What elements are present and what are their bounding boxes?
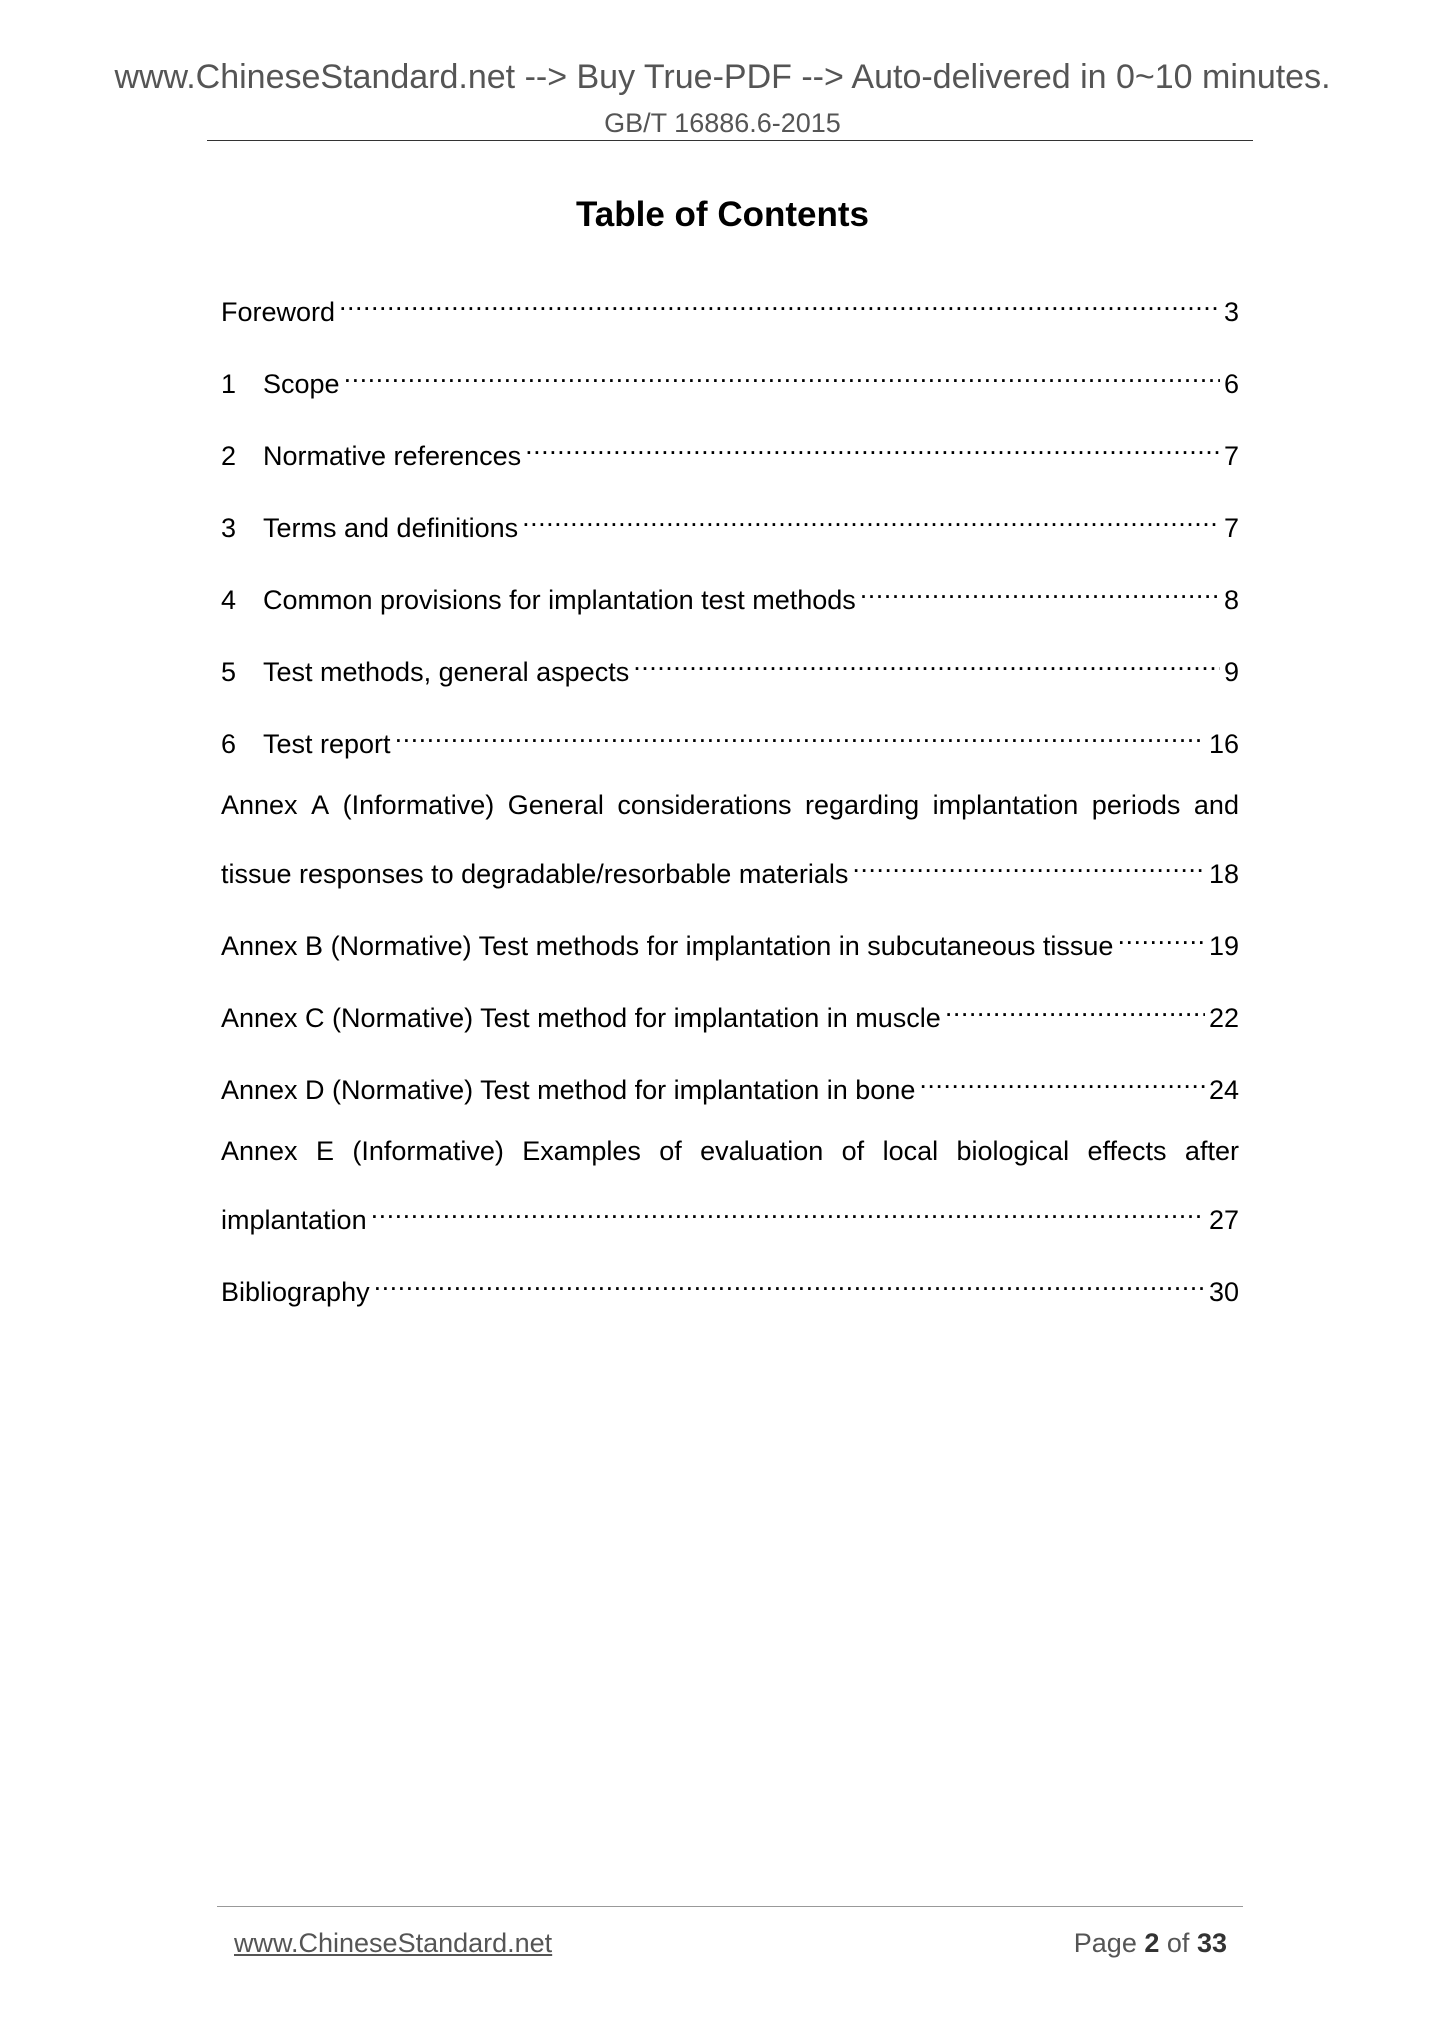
toc-word: (Informative) [352,1136,504,1166]
toc-entry-annex-a-line2[interactable] [221,843,1239,889]
page-of: of [1166,1928,1190,1958]
page-label: Page [1073,1928,1137,1958]
toc-entry-page: 6 [1223,369,1239,399]
toc-entry-page: 18 [1208,859,1239,889]
toc-entry-title: Test methods, general aspects [263,657,630,687]
dot-leader [945,987,1205,1027]
toc-entry-title: Annex B (Normative) Test methods for implantation in subcutaneous tissue [221,931,1114,961]
page-total: 33 [1196,1928,1227,1958]
toc-entry-common-provisions[interactable] [221,569,1239,615]
toc-entry-page: 24 [1208,1075,1239,1105]
toc-entry-page: 16 [1208,729,1239,759]
toc-entry-number: 5 [221,657,237,687]
footer-site-link[interactable]: www.ChineseStandard.net [234,1928,553,1958]
toc-entry-scope[interactable] [221,353,1239,399]
toc-word: of [659,1136,682,1166]
dot-leader [522,497,1220,537]
dot-leader [374,1261,1205,1301]
toc-word: Annex [221,1136,298,1166]
toc-entry-page: 19 [1208,931,1239,961]
dot-leader [371,1189,1205,1229]
toc-entry-number: 6 [221,729,237,759]
dot-leader [525,425,1220,465]
toc-entry-bibliography[interactable] [221,1261,1239,1307]
dot-leader [395,713,1205,753]
toc-title: Table of Contents [576,195,869,234]
toc-entry-page: 3 [1223,297,1239,327]
toc-entry-title: Annex D (Normative) Test method for implantation in bone [221,1075,916,1105]
header-divider [207,140,1253,141]
toc-word: evaluation [700,1136,824,1166]
toc-entry-test-report[interactable] [221,713,1239,759]
toc-word: considerations [617,790,792,820]
dot-leader [339,281,1220,321]
toc-entry-page: 30 [1208,1277,1239,1307]
toc-word: regarding [805,790,920,820]
toc-word: E [315,1136,334,1166]
toc-entry-title: Normative references [263,441,522,471]
toc-entry-page: 7 [1223,513,1239,543]
dot-leader [1117,915,1205,955]
toc-entry-page: 7 [1223,441,1239,471]
toc-word: effects [1087,1136,1167,1166]
toc-entry-number: 1 [221,369,237,399]
toc-word: biological [956,1136,1070,1166]
toc-entry-test-methods[interactable] [221,641,1239,687]
toc-word: after [1184,1136,1239,1166]
document-code: GB/T 16886.6-2015 [604,108,841,138]
toc-entry-number: 2 [221,441,237,471]
toc-word: local [882,1136,939,1166]
toc-entry-title: Foreword [221,297,336,327]
dot-leader [633,641,1220,681]
footer-page-number [1074,1928,1227,1959]
toc-word: (Informative) [342,790,495,820]
toc-entry-page: 22 [1208,1003,1239,1033]
dot-leader [860,569,1220,609]
dot-leader [344,353,1220,393]
toc-entry-annex-c[interactable] [221,987,1239,1033]
toc-entry-annex-e-line2[interactable] [221,1189,1239,1235]
toc-entry-title: Common provisions for implantation test methods [263,585,856,615]
toc-entry-annex-e-line1[interactable] [221,1131,1239,1171]
top-banner[interactable]: www.ChineseStandard.net --> Buy True-PDF --> Auto-delivered in 0~10 minutes. [114,58,1331,96]
dot-leader [852,843,1205,883]
toc-entry-annex-b[interactable] [221,915,1239,961]
toc-word: Annex [221,790,298,820]
toc-entry-title: Bibliography [221,1277,370,1307]
footer-divider [217,1906,1243,1907]
toc-entry-number: 3 [221,513,237,543]
toc-word: and [1193,790,1239,820]
toc-entry-annex-a-line1[interactable] [221,785,1239,825]
toc-word: General [507,790,604,820]
toc-word: Examples [522,1136,641,1166]
toc-entry-title: implantation [221,1205,367,1235]
toc-entry-title: Annex C (Normative) Test method for implantation in muscle [221,1003,941,1033]
page-current: 2 [1144,1928,1160,1958]
toc-word: A [311,790,330,820]
toc-word: of [841,1136,865,1166]
toc-entry-number: 4 [221,585,237,615]
toc-entry-page: 9 [1223,657,1239,687]
toc-entry-title: tissue responses to degradable/resorbable materials [221,859,849,889]
toc-entry-title: Terms and definitions [263,513,519,543]
toc-entry-page: 8 [1223,585,1239,615]
toc-entry-terms-definitions[interactable] [221,497,1239,543]
toc-entry-annex-d[interactable] [221,1059,1239,1105]
toc-entry-normative-references[interactable] [221,425,1239,471]
toc-word: periods [1091,790,1181,820]
toc-entry-title: Scope [263,369,340,399]
toc-entry-page: 27 [1208,1205,1239,1235]
toc-word: implantation [932,790,1079,820]
toc-entry-title: Test report [263,729,391,759]
toc-entry-foreword[interactable] [221,281,1239,327]
dot-leader [919,1059,1205,1099]
